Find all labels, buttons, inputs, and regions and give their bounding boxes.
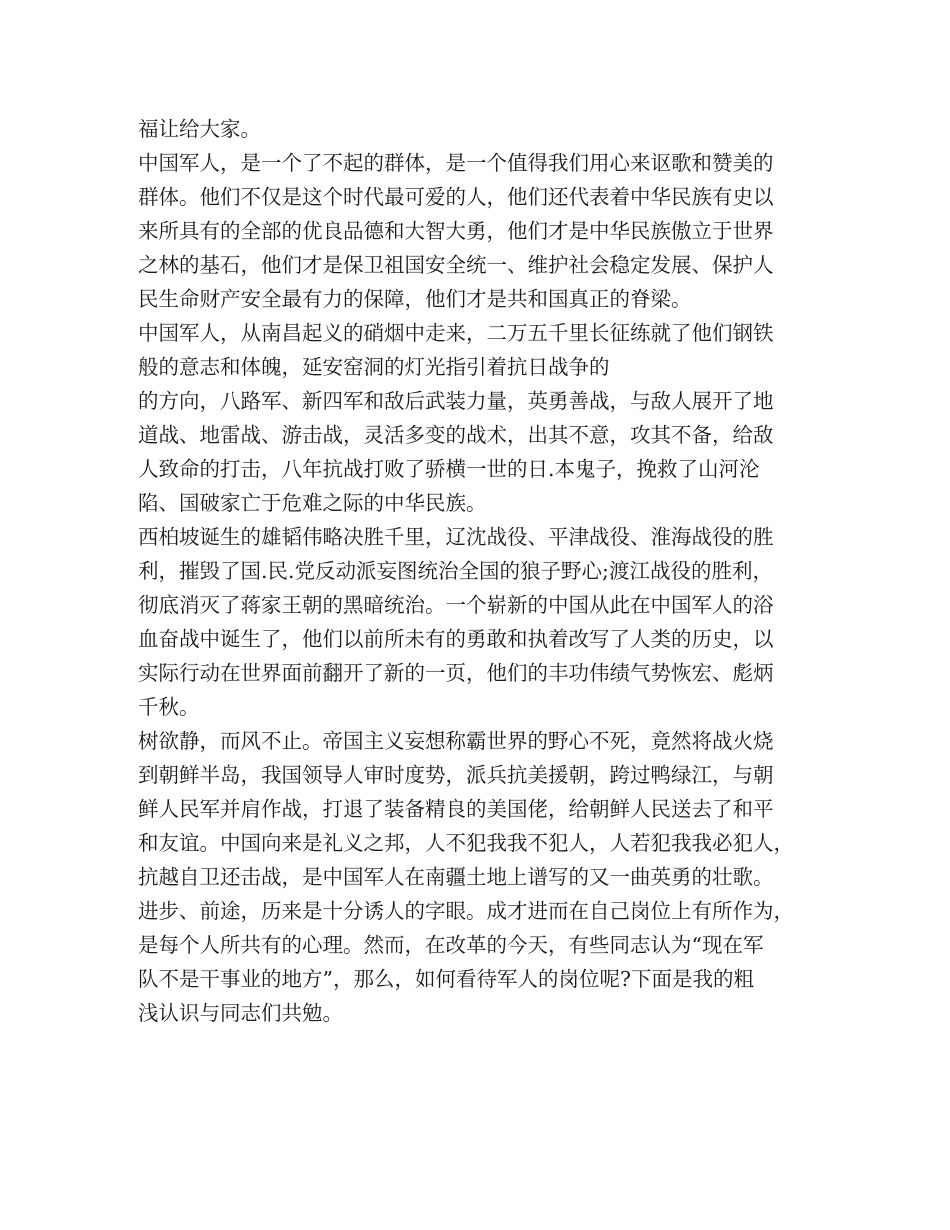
text-line: 西柏坡诞生的雄韬伟略决胜千里，辽沈战役、平津战役、淮海战役的胜 — [138, 525, 774, 549]
text-line: 浅认识与同志们共勉。 — [138, 1001, 343, 1025]
text-line: 来所具有的全部的优良品德和大智大勇，他们才是中华民族傲立于世界 — [138, 219, 774, 243]
text-line: 中国军人，从南昌起义的硝烟中走来，二万五千里长征练就了他们钢铁 — [138, 321, 774, 345]
text-line: 实际行动在世界面前翻开了新的一页，他们的丰功伟绩气势恢宏、彪炳 — [138, 661, 774, 685]
text-line: 进步、前途，历来是十分诱人的字眼。成才进而在自己岗位上有所作为， — [138, 899, 794, 923]
text-line: 血奋战中诞生了，他们以前所未有的勇敢和执着改写了人类的历史，以 — [138, 627, 774, 651]
text-line: 抗越自卫还击战，是中国军人在南疆土地上谱写的又一曲英勇的壮歌。 — [138, 865, 774, 889]
text-line: 树欲静，而风不止。帝国主义妄想称霸世界的野心不死，竟然将战火烧 — [138, 729, 774, 753]
text-line: 人致命的打击，八年抗战打败了骄横一世的日.本鬼子，挽救了山河沦 — [138, 457, 760, 481]
text-line: 利，摧毁了国.民.党反动派妄图统治全国的狼子野心;渡江战役的胜利， — [138, 559, 773, 583]
document-page — [138, 112, 828, 1030]
text-line: 和友谊。中国向来是礼义之邦，人不犯我我不犯人，人若犯我我必犯人， — [138, 831, 794, 855]
text-line: 的方向，八路军、新四军和敌后武装力量，英勇善战，与敌人展开了地 — [138, 389, 774, 413]
text-line: 到朝鲜半岛，我国领导人审时度势，派兵抗美援朝，跨过鸭绿江，与朝 — [138, 763, 774, 787]
text-line: 鲜人民军并肩作战，打退了装备精良的美国佬，给朝鲜人民送去了和平 — [138, 797, 774, 821]
text-line: 队不是干事业的地方”，那么，如何看待军人的岗位呢?下面是我的粗 — [138, 967, 754, 991]
text-line: 千秋。 — [138, 695, 200, 719]
text-line: 中国军人，是一个了不起的群体，是一个值得我们用心来讴歌和赞美的 — [138, 151, 774, 175]
text-line: 般的意志和体魄，延安窑洞的灯光指引着抗日战争的 — [138, 355, 610, 379]
text-line: 之林的基石，他们才是保卫祖国安全统一、维护社会稳定发展、保护人 — [138, 253, 774, 277]
text-line: 福让给大家。 — [138, 117, 261, 141]
text-line: 陷、国破家亡于危难之际的中华民族。 — [138, 491, 487, 515]
text-line: 道战、地雷战、游击战，灵活多变的战术，出其不意，攻其不备，给敌 — [138, 423, 774, 447]
text-line: 群体。他们不仅是这个时代最可爱的人，他们还代表着中华民族有史以 — [138, 185, 774, 209]
text-line: 是每个人所共有的心理。然而，在改革的今天，有些同志认为“现在军 — [138, 933, 764, 957]
text-line: 彻底消灭了蒋家王朝的黑暗统治。一个崭新的中国从此在中国军人的浴 — [138, 593, 774, 617]
text-line: 民生命财产安全最有力的保障，他们才是共和国真正的脊梁。 — [138, 287, 692, 311]
